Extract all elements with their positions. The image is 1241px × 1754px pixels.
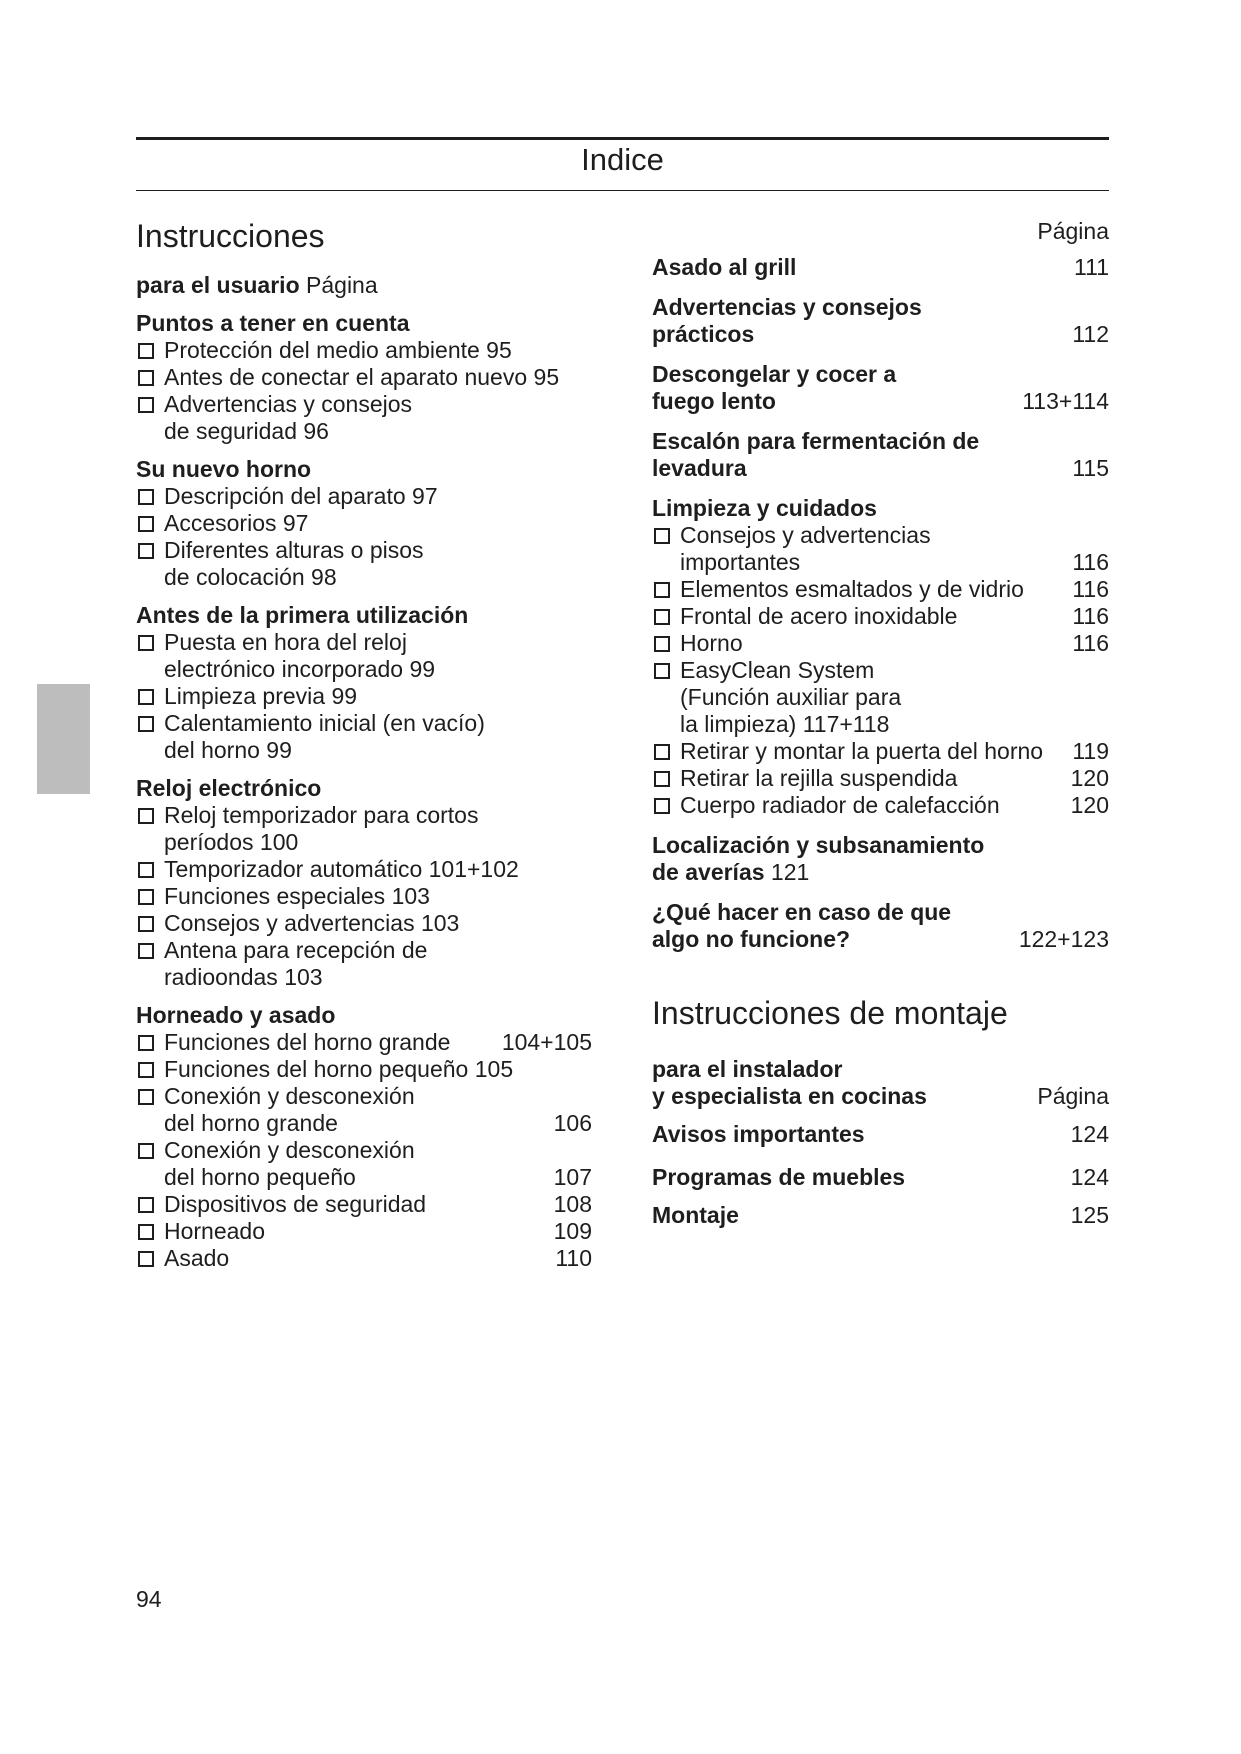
localizacion-line2-text: de averías [652, 859, 765, 885]
toc-item-line: Puesta en hora del reloj [164, 629, 407, 655]
toc-item-line: Consejos y advertencias 103 [164, 910, 460, 936]
localizacion-line2 [652, 859, 989, 886]
checkbox-bullet-icon [138, 808, 154, 824]
toc-entry-line: fuego lento [652, 388, 776, 414]
toc-item-line: Frontal de acero inoxidable [680, 603, 958, 629]
toc-item-proteccion-del-medio-ambiente-95[interactable] [136, 337, 592, 364]
toc-entry-page: 124 [1070, 1164, 1109, 1190]
section-title: Reloj electrónico [136, 775, 322, 801]
montaje-sub-line2: y especialista en cocinas [652, 1083, 927, 1109]
toc-item-cuerpo-radiador-de-calefaccion[interactable] [652, 792, 1109, 819]
toc-item-accesorios-97[interactable] [136, 510, 592, 537]
toc-item-consejos-y-advertencias[interactable] [652, 522, 1109, 576]
toc-item-line: Calentamiento inicial (en vacío) [164, 710, 485, 736]
toc-entry-escalon-para-fermentacion-de[interactable] [652, 428, 1109, 482]
toc-item-line: Funciones especiales 103 [164, 883, 430, 909]
cleaning-section-title: Limpieza y cuidados [652, 495, 877, 521]
toc-entry-localizacion[interactable] [652, 832, 1109, 886]
toc-item-line: Cuerpo radiador de calefacción [680, 792, 1000, 818]
toc-entry-descongelar-y-cocer-a[interactable] [652, 361, 1109, 415]
toc-item-diferentes-alturas-o-pisos[interactable] [136, 537, 592, 591]
section-reloj-electronico [136, 775, 592, 991]
checkbox-bullet-icon [138, 716, 154, 732]
checkbox-bullet-icon [654, 798, 670, 814]
header-rule-top [136, 137, 1109, 140]
toc-item-line: Funciones del horno pequeño 105 [164, 1056, 514, 1082]
toc-entry-label: Programas de muebles [652, 1164, 906, 1190]
toc-item-line: (Función auxiliar para [680, 684, 902, 710]
page-title: Indice [581, 142, 664, 177]
toc-item-line: Asado [164, 1245, 230, 1271]
toc-entry-page: 125 [1070, 1202, 1109, 1228]
checkbox-bullet-icon [654, 636, 670, 652]
toc-item-line: importantes [680, 549, 801, 575]
page-number: 94 [136, 1586, 162, 1612]
toc-item-page: 116 [1072, 603, 1109, 629]
checkbox-bullet-icon [138, 1143, 154, 1159]
toc-item-advertencias-y-consejos[interactable] [136, 391, 592, 445]
toc-item-frontal-de-acero-inoxidable[interactable] [652, 603, 1109, 630]
toc-item-line: Antena para recepción de [164, 937, 428, 963]
toc-item-conexion-y-desconexion[interactable] [136, 1083, 592, 1137]
right-header [652, 218, 1109, 254]
toc-item-line: Limpieza previa 99 [164, 683, 358, 709]
toc-entry-line: Advertencias y consejos prácticos [652, 294, 922, 347]
toc-item-line: Retirar y montar la puerta del horno [680, 738, 1044, 764]
toc-item-antena-para-recepcion-de[interactable] [136, 937, 592, 991]
toc-item-funciones-del-horno-pequeno-105[interactable] [136, 1056, 592, 1083]
toc-entry-page: 112 [1072, 321, 1109, 347]
toc-item-asado[interactable] [136, 1245, 592, 1272]
toc-item-puesta-en-hora-del-reloj[interactable] [136, 629, 592, 683]
montaje-heading: Instrucciones de montaje [652, 995, 1008, 1031]
toc-entry-line: Asado al grill [652, 254, 797, 280]
toc-item-page: 109 [553, 1218, 592, 1244]
toc-item-line: Reloj temporizador para cortos [164, 802, 479, 828]
toc-item-line: Temporizador automático 101+102 [164, 856, 519, 882]
toc-item-retirar-la-rejilla-suspendida[interactable] [652, 765, 1109, 792]
right-page-label: Página [1037, 218, 1109, 244]
toc-entry-page: 124 [1070, 1121, 1109, 1147]
checkbox-bullet-icon [138, 489, 154, 505]
localizacion-line1: Localización y subsanamiento [652, 832, 985, 858]
toc-item-descripcion-del-aparato-97[interactable] [136, 483, 592, 510]
toc-item-page: 116 [1072, 549, 1109, 575]
section-antes-de-la-primera-utilizacion [136, 602, 592, 764]
toc-item-line: Horno [680, 630, 743, 656]
toc-entry-page: 111 [1074, 254, 1109, 280]
section-puntos-a-tener-en-cuenta [136, 310, 592, 445]
toc-item-funciones-del-horno-grande[interactable] [136, 1029, 592, 1056]
toc-item-line: EasyClean System [680, 657, 875, 683]
toc-item-line: del horno 99 [164, 737, 292, 763]
user-subheading-text: para el usuario [136, 272, 300, 298]
toc-item-line: Dispositivos de seguridad [164, 1191, 427, 1217]
toc-item-horno[interactable] [652, 630, 1109, 657]
toc-item-line: períodos 100 [164, 829, 299, 855]
checkbox-bullet-icon [138, 916, 154, 932]
section-title: Horneado y asado [136, 1002, 336, 1028]
toc-item-antes-de-conectar-el-aparato-nuevo-95[interactable] [136, 364, 592, 391]
toc-item-line: Conexión y desconexión [164, 1083, 415, 1109]
toc-item-retirar-y-montar-la-puerta-del-horno[interactable] [652, 738, 1109, 765]
right-entries [652, 254, 1109, 482]
toc-item-line: Antes de conectar el aparato nuevo 95 [164, 364, 560, 390]
checkbox-bullet-icon [138, 635, 154, 651]
cleaning-items [652, 522, 1109, 819]
section-title: Puntos a tener en cuenta [136, 310, 410, 336]
user-page-label: Página [306, 272, 378, 298]
checkbox-bullet-icon [138, 862, 154, 878]
que-hacer-page: 122+123 [1018, 926, 1109, 952]
toc-item-line: Diferentes alturas o pisos [164, 537, 424, 563]
right-column [652, 218, 1109, 1229]
language-tab-marker [37, 684, 90, 794]
checkbox-bullet-icon [654, 744, 670, 760]
toc-item-page: 108 [553, 1191, 592, 1217]
toc-item-line: Funciones del horno grande [164, 1029, 451, 1055]
toc-entry-line: levadura [652, 455, 747, 481]
toc-item-elementos-esmaltados-y-de-vidrio[interactable] [652, 576, 1109, 603]
toc-entry-page: 113+114 [1022, 388, 1109, 414]
checkbox-bullet-icon [654, 663, 670, 679]
toc-entry-page: 115 [1072, 455, 1109, 481]
checkbox-bullet-icon [654, 771, 670, 787]
toc-item-line: la limpieza) 117+118 [680, 711, 890, 737]
user-subheading [136, 272, 592, 299]
checkbox-bullet-icon [138, 1035, 154, 1051]
section-title: Su nuevo horno [136, 456, 312, 482]
toc-item-easyclean-system[interactable] [652, 657, 1109, 738]
toc-item-calentamiento-inicial-en-vacio[interactable] [136, 710, 592, 764]
toc-item-line: Horneado [164, 1218, 266, 1244]
toc-item-page: 110 [555, 1245, 592, 1271]
toc-item-consejos-y-advertencias-103[interactable] [136, 910, 592, 937]
toc-item-page: 116 [1072, 630, 1109, 656]
checkbox-bullet-icon [138, 1224, 154, 1240]
toc-entry-line: Escalón para fermentación de [652, 428, 980, 454]
checkbox-bullet-icon [138, 889, 154, 905]
toc-entry-montaje[interactable] [652, 1202, 1109, 1229]
toc-item-page: 116 [1072, 576, 1109, 602]
checkbox-bullet-icon [138, 370, 154, 386]
section-su-nuevo-horno [136, 456, 592, 591]
toc-item-line: Consejos y advertencias [680, 522, 931, 548]
toc-item-page: 120 [1070, 765, 1109, 791]
toc-entry-que-hacer[interactable] [652, 899, 1109, 953]
checkbox-bullet-icon [654, 582, 670, 598]
toc-item-page: 106 [553, 1110, 592, 1136]
checkbox-bullet-icon [138, 1062, 154, 1078]
left-sections [136, 310, 592, 1272]
toc-item-horneado[interactable] [136, 1218, 592, 1245]
montaje-page-label: Página [1037, 1083, 1109, 1109]
toc-item-funciones-especiales-103[interactable] [136, 883, 592, 910]
checkbox-bullet-icon [138, 343, 154, 359]
toc-item-page: 120 [1070, 792, 1109, 818]
checkbox-bullet-icon [654, 609, 670, 625]
toc-entry-asado-al-grill[interactable] [652, 254, 1109, 281]
checkbox-bullet-icon [138, 397, 154, 413]
checkbox-bullet-icon [138, 1251, 154, 1267]
checkbox-bullet-icon [138, 543, 154, 559]
montaje-subheading [652, 1056, 1109, 1110]
toc-item-line: Elementos esmaltados y de vidrio [680, 576, 1024, 602]
toc-item-line: Descripción del aparato 97 [164, 483, 438, 509]
que-hacer-line1: ¿Qué hacer en caso de que [652, 899, 952, 925]
localizacion-page: 121 [770, 859, 810, 885]
header-rule-bottom [136, 190, 1109, 191]
toc-item-line: del horno grande [164, 1110, 338, 1136]
toc-item-line: Retirar la rejilla suspendida [680, 765, 958, 791]
toc-entry-advertencias-y-consejos-practicos[interactable] [652, 294, 1109, 348]
que-hacer-line2: algo no funcione? [652, 926, 851, 952]
toc-item-line: radioondas 103 [164, 964, 323, 990]
toc-item-conexion-y-desconexion[interactable] [136, 1137, 592, 1191]
toc-item-line: electrónico incorporado 99 [164, 656, 436, 682]
toc-item-line: del horno pequeño [164, 1164, 356, 1190]
toc-item-line: de colocación 98 [164, 564, 337, 590]
montaje-sub-line1: para el instalador [652, 1056, 843, 1082]
toc-item-line: Protección del medio ambiente 95 [164, 337, 512, 363]
toc-item-reloj-temporizador-para-cortos[interactable] [136, 802, 592, 856]
checkbox-bullet-icon [138, 1089, 154, 1105]
toc-entry-avisos-importantes[interactable] [652, 1121, 1109, 1148]
toc-entry-programas-de-muebles[interactable] [652, 1164, 1109, 1191]
toc-entry-label: Avisos importantes [652, 1121, 865, 1147]
montaje-entries [652, 1121, 1109, 1229]
user-instructions-heading: Instrucciones [136, 218, 325, 254]
toc-item-line: de seguridad 96 [164, 418, 329, 444]
toc-item-temporizador-automatico-101-102[interactable] [136, 856, 592, 883]
checkbox-bullet-icon [654, 528, 670, 544]
left-column [136, 218, 592, 1272]
toc-item-page: 107 [553, 1164, 592, 1190]
toc-item-dispositivos-de-seguridad[interactable] [136, 1191, 592, 1218]
toc-entry-line: Descongelar y cocer a [652, 361, 897, 387]
toc-item-page: 104+105 [501, 1029, 592, 1055]
toc-entry-label: Montaje [652, 1202, 739, 1228]
checkbox-bullet-icon [138, 516, 154, 532]
toc-item-line: Accesorios 97 [164, 510, 309, 536]
toc-item-page: 119 [1072, 738, 1109, 764]
toc-item-line: Conexión y desconexión [164, 1137, 415, 1163]
section-title: Antes de la primera utilización [136, 602, 469, 628]
checkbox-bullet-icon [138, 943, 154, 959]
section-horneado-y-asado [136, 1002, 592, 1272]
toc-item-limpieza-previa-99[interactable] [136, 683, 592, 710]
checkbox-bullet-icon [138, 1197, 154, 1213]
checkbox-bullet-icon [138, 689, 154, 705]
toc-item-line: Advertencias y consejos [164, 391, 413, 417]
